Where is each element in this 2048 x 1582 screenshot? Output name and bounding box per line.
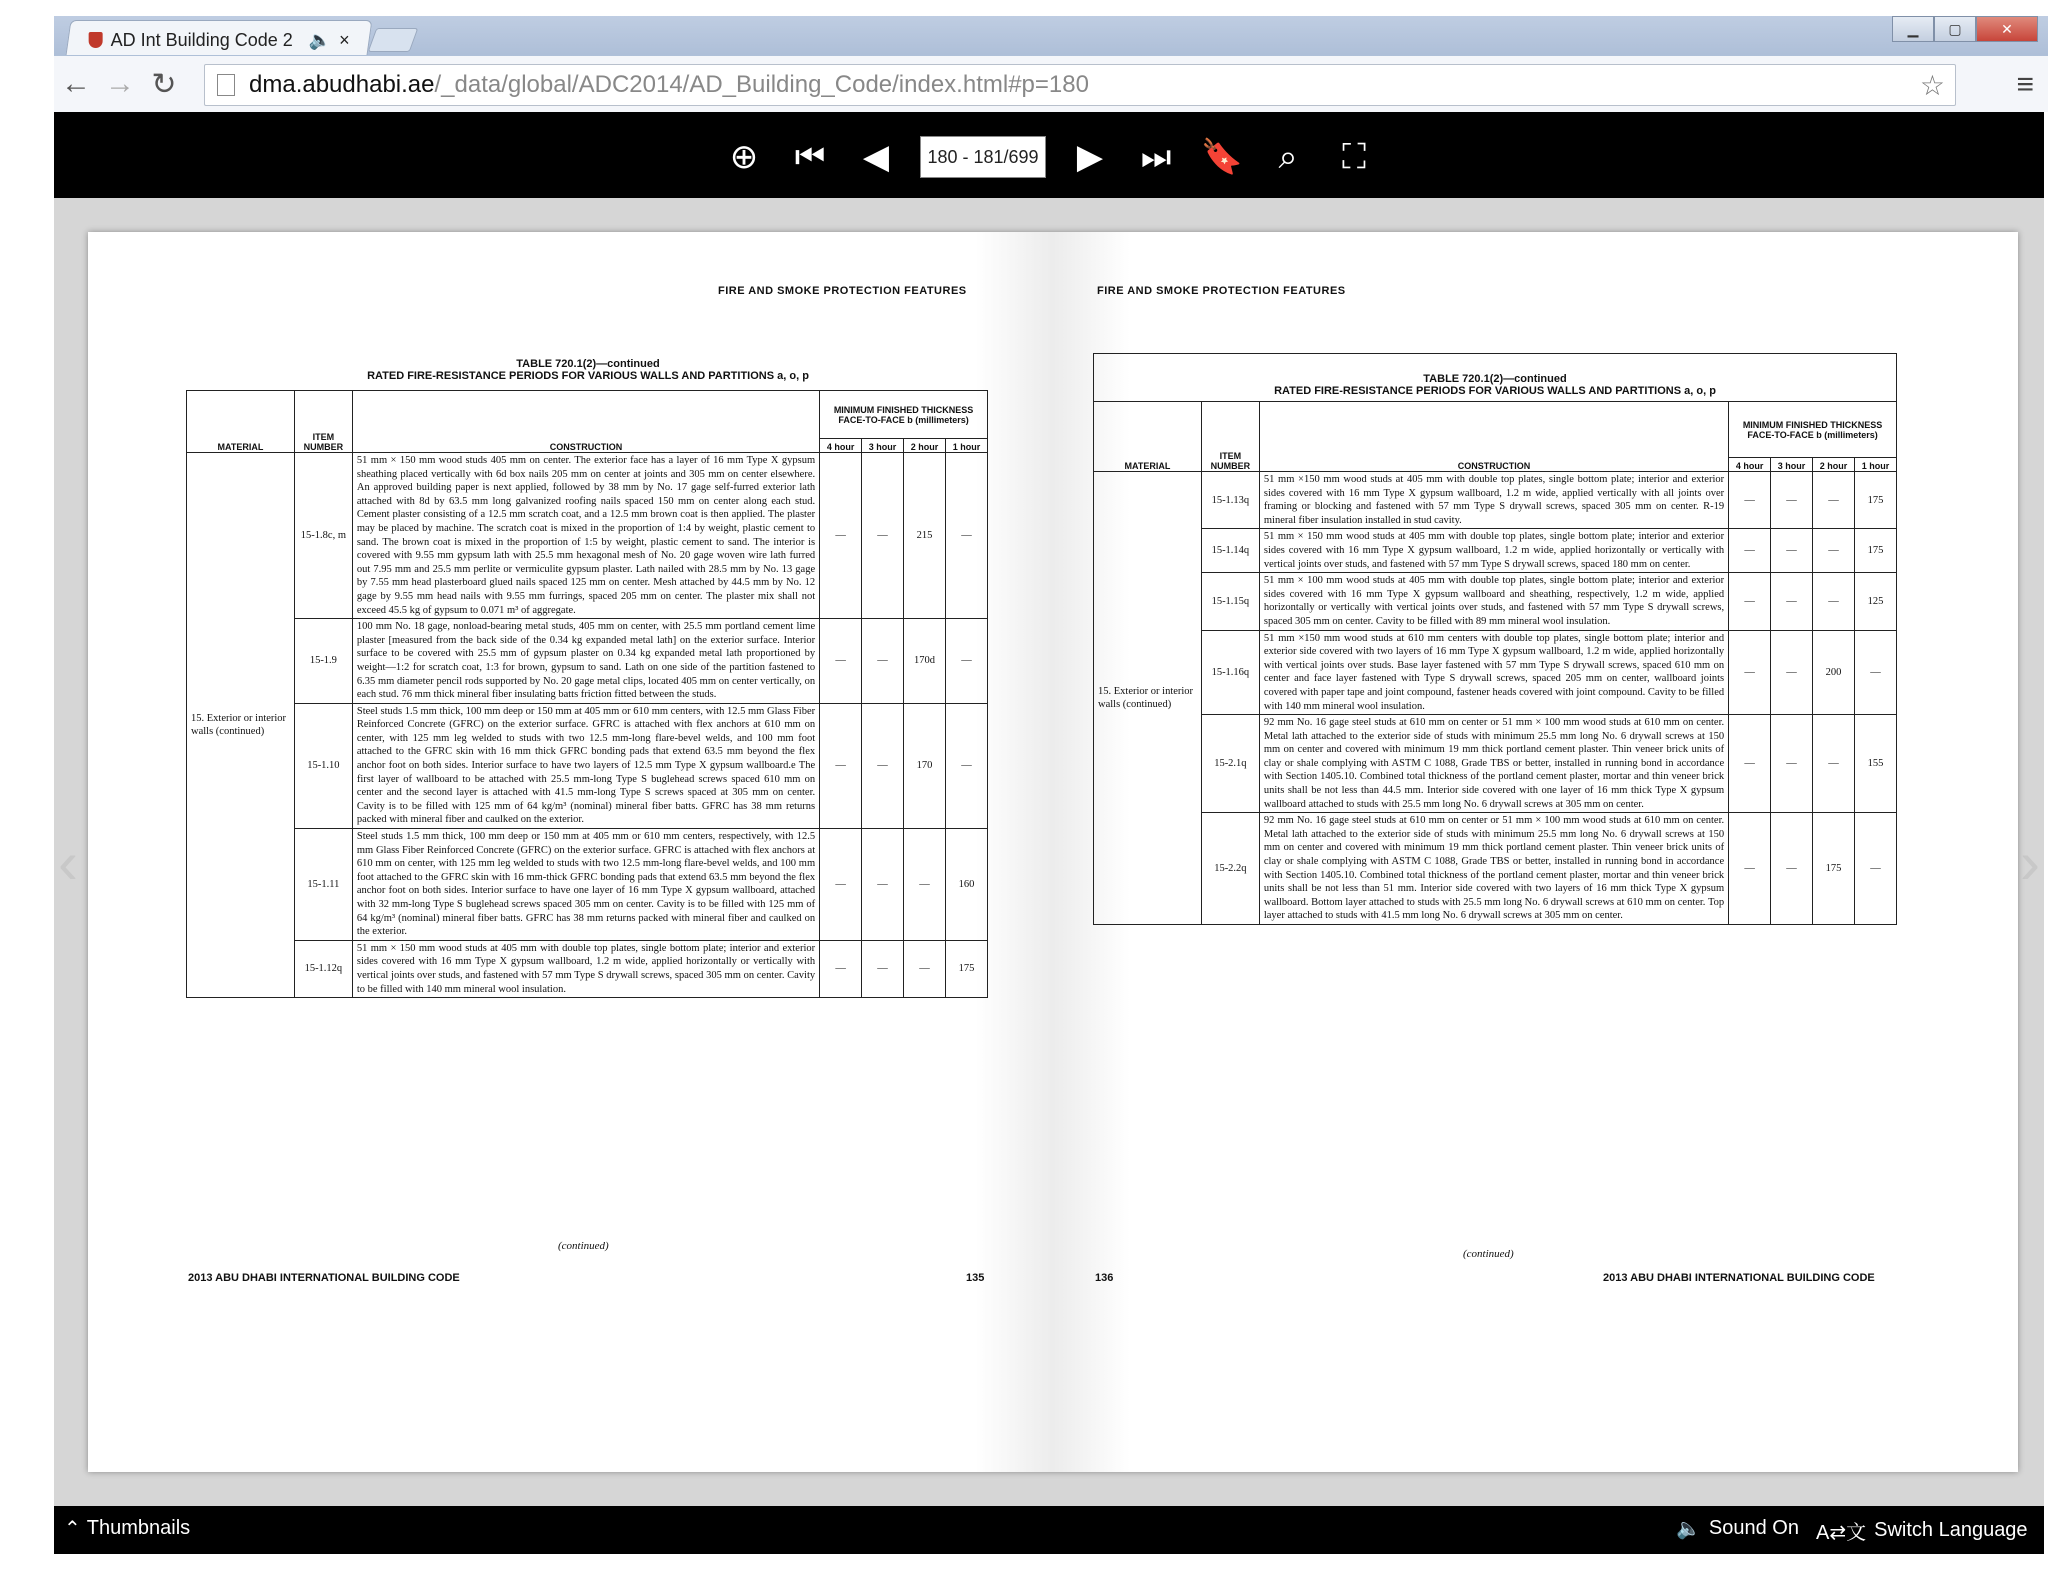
1-hour-header: 1 hour [1854, 458, 1896, 472]
material-cell: 15. Exterior or interior walls (continued) [187, 453, 295, 998]
new-tab-button[interactable] [368, 28, 419, 52]
construction-text: 51 mm ×150 mm wood studs at 405 mm with double top plates, single bottom plate; interior and exterior sides covered with 16 mm Type X gypsum wallboard, 1.2 m wide, applied vertically with all joints over framing or blocking and fastened with 57 mm Type S drywall screws, spaced 305 mm on center. R-19 mineral fiber insulation installed in stud cavity. [1259, 472, 1728, 529]
table-row [1094, 529, 1897, 573]
value-1h: 125 [1854, 573, 1896, 630]
table-title-line-1: TABLE 720.1(2)—continued [516, 358, 660, 370]
construction-text: 51 mm × 150 mm wood studs at 405 mm with double top plates, single bottom plate; interior and exterior sides covered with 16 mm Type X gypsum wallboard, 1.2 m wide, applied horizontally or vertically with vertical joints over studs, and fastened with 57 mm Type S drywall screws, spaced 180 mm on center. [1259, 529, 1728, 573]
construction-text: 51 mm × 100 mm wood studs at 405 mm with double top plates, single bottom plate; interior and exterior sides covered with 16 mm Type X gypsum wallboard and sheathing, respectively, 1.2 m wide, applied horizontally or vertically with vertical joints over studs, and fastened with 57 mm Type S drywall screws, spaced 305 mm on center. Cavity to be filled with 89 mm mineral wool insulation. [1259, 573, 1728, 630]
url-path: /_data/global/ADC2014/AD_Building_Code/index.html#p=180 [434, 71, 1089, 98]
browser-chrome [54, 16, 2048, 112]
value-2h: 215 [904, 453, 946, 619]
left-page [88, 232, 1053, 1472]
minimize-button[interactable]: ▁ [1892, 16, 1934, 42]
value-2h: 200 [1813, 630, 1855, 715]
address-bar[interactable] [204, 64, 1956, 106]
construction-text: 51 mm ×150 mm wood studs at 610 mm centers with double top plates, single bottom plate; interior and exterior side covered with two layers of 16 mm Type X gypsum wallboard, 1.2 m wide, applied horizontally with vertical joints over studs. Base layer fastened with 57 mm Type S drywall screws, spaced 610 mm on center and face layer fastened with Type S drywall screws, spaced 205 mm on center, wallboard joints covered with paper tape and joint compound, fastener heads covered with joint compound. Cavity to be filled with 140 mm mineral wool insulation. [1259, 630, 1728, 715]
reload-button[interactable]: ↻ [151, 67, 177, 101]
item-number-header: ITEM NUMBER [294, 391, 352, 453]
item-number: 15-1.16q [1201, 630, 1259, 715]
right-page [1053, 232, 2018, 1472]
value-1h: 175 [1854, 472, 1896, 529]
table-row [1094, 715, 1897, 813]
construction-text: 92 mm No. 16 gage steel studs at 610 mm on center or 51 mm × 100 mm wood studs at 610 mm on center. Metal lath attached to the exterior side of studs with minimum 25.5 mm long No. 6 drywall screws at 150 mm on center and covered with minimum 19 mm thick portland cement plaster. Thin veneer brick units of clay or shale complying with ASTM C 1088, Grade TBS or better, installed in running bond in accordance with Section 1405.10. Combined total thickness of the portland cement plaster, mortar and thin veneer brick units shall be not less than 51 mm. Interior side covered with two layers of 16 mm thick Type X gypsum wallboard. Bottom layer attached to studs with 25.5 mm long No. 6 drywall screws at 610 mm on center. Top layer attached to studs with 41.5 mm long No. 6 drywall screws at 305 mm on center. [1259, 813, 1728, 925]
value-3h: — [1771, 630, 1813, 715]
forward-button[interactable]: → [105, 67, 135, 100]
maximize-button[interactable]: ▢ [1934, 16, 1976, 42]
item-number: 15-1.11 [294, 829, 352, 941]
thumbnails-button[interactable] [64, 1516, 190, 1541]
value-2h: — [1813, 715, 1855, 813]
1-hour-header: 1 hour [945, 439, 987, 453]
value-4h: — [1729, 472, 1771, 529]
thickness-header: MINIMUM FINISHED THICKNESS FACE-TO-FACE b (millimeters) [1729, 402, 1897, 458]
item-number: 15-1.13q [1201, 472, 1259, 529]
footer-title: 2013 ABU DHABI INTERNATIONAL BUILDING CODE [188, 1272, 460, 1284]
menu-icon[interactable]: ≡ [2016, 68, 2034, 101]
value-1h: — [945, 703, 987, 828]
viewer-bottom-bar [54, 1506, 2044, 1554]
value-1h: — [945, 619, 987, 704]
sound-label: Sound On [1708, 1517, 1799, 1539]
value-1h: — [1854, 813, 1896, 925]
value-4h: — [820, 619, 862, 704]
item-number: 15-2.2q [1201, 813, 1259, 925]
value-3h: — [862, 619, 904, 704]
item-number: 15-2.1q [1201, 715, 1259, 813]
window-controls [1892, 16, 2038, 42]
item-number-header: ITEM NUMBER [1201, 402, 1259, 472]
next-page-icon[interactable]: ▶ [1076, 138, 1104, 176]
speaker-icon[interactable]: 🔈 [308, 29, 332, 50]
value-2h: — [1813, 472, 1855, 529]
value-2h: — [1813, 529, 1855, 573]
value-4h: — [1729, 715, 1771, 813]
back-button[interactable]: ← [61, 67, 91, 100]
first-page-icon[interactable]: ⏮ [794, 137, 826, 176]
switch-language-button[interactable] [1816, 1516, 2028, 1545]
3-hour-header: 3 hour [862, 439, 904, 453]
table-row [1094, 573, 1897, 630]
table-title [1094, 354, 1897, 402]
bookmark-icon[interactable]: 🔖 [1200, 138, 1244, 176]
close-window-button[interactable]: ✕ [1976, 16, 2038, 42]
value-3h: — [1771, 573, 1813, 630]
value-4h: — [1729, 630, 1771, 715]
value-4h: — [1729, 529, 1771, 573]
value-2h: 175 [1813, 813, 1855, 925]
footer-title: 2013 ABU DHABI INTERNATIONAL BUILDING CODE [1603, 1272, 1875, 1284]
table-row [1094, 630, 1897, 715]
value-1h: 155 [1854, 715, 1896, 813]
value-2h: — [904, 829, 946, 941]
item-number: 15-1.14q [1201, 529, 1259, 573]
chevron-up-icon: ⌃ [64, 1518, 81, 1540]
value-3h: — [862, 453, 904, 619]
material-header: MATERIAL [187, 391, 295, 453]
flip-left-arrow-icon[interactable]: ‹ [58, 829, 78, 896]
value-4h: — [820, 703, 862, 828]
url-host: dma.abudhabi.ae [249, 71, 435, 98]
table-row [187, 829, 988, 941]
running-head: FIRE AND SMOKE PROTECTION FEATURES [1097, 285, 1346, 297]
value-4h: — [820, 940, 862, 997]
previous-page-icon[interactable]: ◀ [862, 138, 890, 176]
construction-text: 100 mm No. 18 gage, nonload-bearing metal studs, 405 mm on center, with 25.5 mm portland cement lime plaster [measured from the back side of the 0.34 kg expanded metal lath] on the exterior surface. Interior surface to be covered with 25.5 mm of gypsum plaster on 0.34 kg expanded metal lath proportioned by weight—1:2 for scratch coat, 1:3 for brown, gypsum to sand. Lath on one side of the partition fastened to 6.35 mm diameter pencil rods supported by No. 20 gage metal clips, located 405 mm on center vertically, on each stud. 76 mm thick mineral fiber insulating batts friction fitted between the studs. [352, 619, 819, 704]
zoom-in-icon[interactable]: ⊕ [729, 138, 759, 176]
continued-note: (continued) [558, 1240, 609, 1252]
running-head: FIRE AND SMOKE PROTECTION FEATURES [718, 285, 967, 297]
value-2h: — [904, 940, 946, 997]
translate-icon: A⇄文 [1816, 1522, 1867, 1544]
value-4h: — [1729, 813, 1771, 925]
table-row [1094, 813, 1897, 925]
value-3h: — [1771, 715, 1813, 813]
tab-close-icon[interactable]: × [339, 29, 350, 50]
construction-text: 51 mm × 150 mm wood studs at 405 mm with double top plates, single bottom plate; interior and exterior sides covered with 16 mm Type X gypsum wallboard, 1.2 m wide, applied horizontally or vertically with vertical joints over studs, and fastened with 57 mm Type S drywall screws, spaced 305 mm on center. Cavity to be filled with 140 mm mineral wool insulation. [352, 940, 819, 997]
material-cell: 15. Exterior or interior walls (continued) [1094, 472, 1202, 925]
table-row [1094, 472, 1897, 529]
value-2h: 170 [904, 703, 946, 828]
construction-header: CONSTRUCTION [1259, 402, 1728, 472]
3-hour-header: 3 hour [1771, 458, 1813, 472]
value-1h: — [1854, 630, 1896, 715]
item-number: 15-1.9 [294, 619, 352, 704]
value-1h: — [945, 453, 987, 619]
page-icon [217, 74, 235, 96]
table-title-line-1: TABLE 720.1(2)—continued [1423, 373, 1567, 385]
value-2h: 170d [904, 619, 946, 704]
switch-language-label: Switch Language [1874, 1519, 2028, 1541]
value-1h: 175 [1854, 529, 1896, 573]
table-row [187, 619, 988, 704]
fire-resistance-table [186, 390, 988, 998]
page-number-input[interactable]: 180 - 181/699 [920, 136, 1046, 178]
material-header: MATERIAL [1094, 402, 1202, 472]
thumbnails-label: Thumbnails [86, 1517, 191, 1539]
flip-right-arrow-icon[interactable]: › [2020, 829, 2040, 896]
construction-text: Steel studs 1.5 mm thick, 100 mm deep or 150 mm at 405 mm or 610 mm centers, with 12.5 mm Glass Fiber Reinforced Concrete (GFRC) on the exterior surface. GFRC is attached with flex anchors at 610 mm on center, with 125 mm leg welded to studs with two 12.5 mm-long flare-bevel welds, and 100 mm foot attached to the GFRC skin with 16 mm thick GFRC bonding pads that extend 63.5 mm beyond the flex anchor foot on both sides. Interior surface to have two layers of 12.5 mm Type X gypsum wallboard.e The first layer of wallboard to be attached with 25.5 mm-long Type S buglehead screws spaced 610 mm on center and the second layer is attached with 41.5 mm-long Type S screws spaced at 305 mm on center. Cavity is to be filled with 125 mm of 64 kg/m³ (nominal) mineral fiber batts. GFRC has 38 mm returns packed with mineral fiber and caulked on the exterior. [352, 703, 819, 828]
speaker-icon: 🔈 [1676, 1518, 1701, 1540]
table-row [187, 703, 988, 828]
value-4h: — [820, 453, 862, 619]
fire-resistance-table [1093, 353, 1897, 925]
bookmark-star-icon[interactable]: ☆ [1919, 70, 1945, 101]
4-hour-header: 4 hour [1729, 458, 1771, 472]
4-hour-header: 4 hour [820, 439, 862, 453]
thickness-header: MINIMUM FINISHED THICKNESS FACE-TO-FACE b (millimeters) [820, 391, 988, 439]
continued-note: (continued) [1463, 1248, 1514, 1260]
browser-toolbar [54, 56, 2048, 112]
item-number: 15-1.12q [294, 940, 352, 997]
value-4h: — [820, 829, 862, 941]
2-hour-header: 2 hour [904, 439, 946, 453]
value-3h: — [1771, 472, 1813, 529]
value-3h: — [1771, 529, 1813, 573]
page-number: 135 [966, 1272, 985, 1284]
table-row [187, 453, 988, 619]
shield-favicon-icon [89, 32, 103, 48]
item-number: 15-1.10 [294, 703, 352, 828]
value-1h: 160 [945, 829, 987, 941]
value-3h: — [862, 940, 904, 997]
item-number: 15-1.15q [1201, 573, 1259, 630]
construction-text: Steel studs 1.5 mm thick, 100 mm deep or 150 mm at 405 mm or 610 mm centers, respectively, with 12.5 mm Glass Fiber Reinforced Concrete (GFRC) on the exterior surface. GFRC is attached with flex anchors at 610 mm on center, with 125 mm leg welded to studs with two 12.5 mm-long flare-bevel welds, and 100 mm foot attached to the GFRC skin with 16 mm-thick GFRC bonding pads that extend 63.5 mm beyond the flex anchor foot on both sides. Interior surface to have one layer of 16 mm Type X gypsum wallboard, attached with 32 mm-long Type S buglehead screws spaced 305 mm on center. Cavity is to be filled with 125 mm of 64 kg/m³ (nominal) mineral fiber batts. GFRC has 38 mm returns packed with mineral fiber and caulked on the exterior. [352, 829, 819, 941]
construction-header: CONSTRUCTION [352, 391, 819, 453]
flipbook-stage [54, 198, 2044, 1506]
value-4h: — [1729, 573, 1771, 630]
sound-toggle[interactable] [1676, 1516, 1799, 1541]
tab-title: AD Int Building Code 2 [110, 29, 293, 50]
last-page-icon[interactable]: ⏭ [1140, 137, 1172, 176]
page-number: 136 [1095, 1272, 1114, 1284]
2-hour-header: 2 hour [1813, 458, 1855, 472]
browser-tab[interactable] [66, 20, 373, 55]
construction-text: 92 mm No. 16 gage steel studs at 610 mm on center or 51 mm × 100 mm wood studs at 610 mm on center. Metal lath attached to the exterior side of studs with minimum 25.5 mm long No. 6 drywall screws at 150 mm on center and covered with minimum 19 mm thick portland cement plaster. Thin veneer brick units of clay or shale complying with ASTM C 1088, Grade TBS or better, installed in running bond in accordance with Section 1405.10. Combined total thickness of the portland cement plaster, mortar and thin veneer brick units shall be not less than 44.5 mm. Interior side covered with one layer of 16 mm thick Type X gypsum wallboard attached to studs with 25.5 mm long No. 6 drywall screws at 305 mm on center. [1259, 715, 1728, 813]
viewer-toolbar [54, 112, 2044, 198]
fullscreen-icon[interactable]: ⛶ [1342, 137, 1366, 176]
open-book [88, 232, 2018, 1472]
table-title [188, 358, 988, 382]
table-title-line-2: RATED FIRE-RESISTANCE PERIODS FOR VARIOUS WALLS AND PARTITIONS a, o, p [1274, 385, 1716, 397]
value-2h: — [1813, 573, 1855, 630]
value-1h: 175 [945, 940, 987, 997]
table-row [187, 940, 988, 997]
value-3h: — [1771, 813, 1813, 925]
construction-text: 51 mm × 150 mm wood studs 405 mm on center. The exterior face has a layer of 16 mm Type X gypsum sheathing placed vertically with 6d box nails 205 mm on center at joints and 305 mm on center elsewhere. An approved building paper is next applied, followed by 38 mm by No. 17 gage self-furred exterior lath attached with 8d by 63.5 mm long galvanized roofing nails spaced 150 mm on center along each stud. Cement plaster consisting of a 12.5 mm scratch coat, and a 12.5 mm brown coat is then applied. The plaster may be placed by machine. The scratch coat is mixed in the proportion of 1:4 by weight, plastic cement to sand. The brown coat is mixed in the proportion of 1:5 by weight, plastic cement to sand. The interior is covered with 9.55 mm gypsum lath with 25.5 mm hexagonal mesh of No. 20 gage woven wire lath furred out 7.95 mm and 25.5 mm perlite or vermiculite gypsum plaster. Lath nailed with 28.5 mm by No. 13 gage by 7.55 mm head plasterboard glued nails spaced 125 mm on center. Mesh attached by 44.5 mm by No. 12 gage by 9.55 mm head nails with 9.55 mm furrings, spaced 205 mm on center. The plaster mix shall not exceed 45.5 kg of gypsum to 0.071 m³ of aggregate. [352, 453, 819, 619]
value-3h: — [862, 703, 904, 828]
value-3h: — [862, 829, 904, 941]
item-number: 15-1.8c, m [294, 453, 352, 619]
search-icon[interactable]: ⌕ [1278, 137, 1298, 176]
table-title-line-2: RATED FIRE-RESISTANCE PERIODS FOR VARIOUS WALLS AND PARTITIONS a, o, p [367, 370, 809, 382]
